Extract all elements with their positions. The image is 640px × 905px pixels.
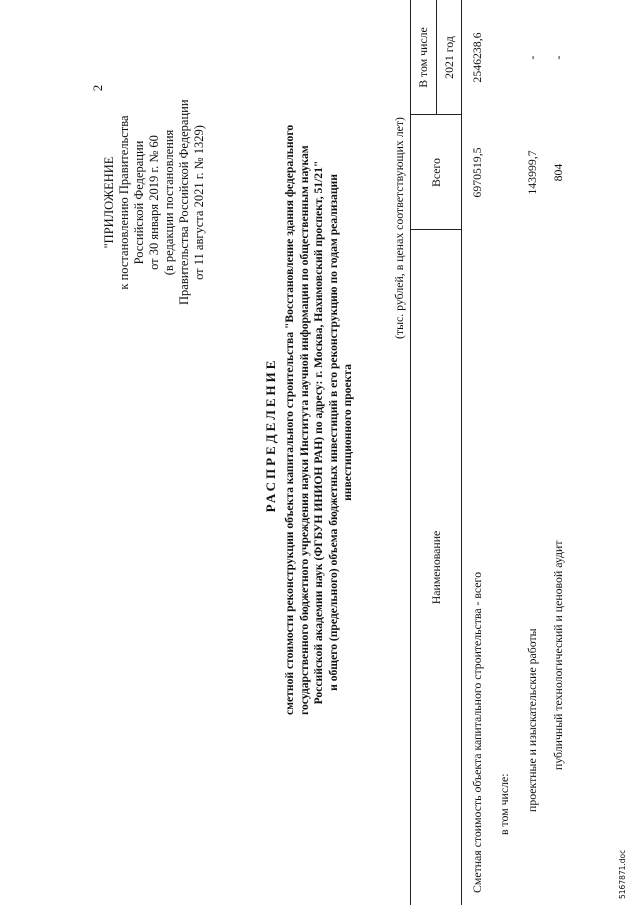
header-name: Наименование <box>429 530 443 605</box>
row-year: - <box>525 55 539 60</box>
page-number: 2 <box>90 84 105 92</box>
row-total: 6970519,5 <box>470 147 484 198</box>
row-name: Сметная стоимость объекта капитального строительства - всего <box>470 572 484 893</box>
units-note: (тыс. рублей, в ценах соответствующих лет) <box>392 117 406 339</box>
row-total: 804 <box>551 163 565 182</box>
appendix-line: от 11 августа 2021 г. № 1329) <box>192 125 206 280</box>
appendix-line: Российской Федерации <box>132 140 146 265</box>
header-subdivider <box>436 0 437 115</box>
subtitle-line: и общего (предельного) объема бюджетных инвестиций в его реконструкцию по годам реализации <box>326 174 340 691</box>
appendix-line: "ПРИЛОЖЕНИЕ <box>102 156 116 249</box>
subtitle-line: Российской академии наук (ФГБУН ИНИОН РАН) по адресу: г. Москва, Нахимовский проспект, 51/21" <box>312 160 325 705</box>
header-bottom-border <box>461 0 462 905</box>
subtitle-line: сметной стоимости реконструкции объекта капитального строительства "Восстановление здания федерального <box>283 124 296 715</box>
header-total: Всего <box>429 158 443 187</box>
appendix-line: к постановлению Правительства <box>117 115 131 290</box>
table-top-border <box>410 0 411 905</box>
row-year: - <box>551 55 565 60</box>
header-year: 2021 год <box>442 36 456 79</box>
document-id: 5167871.doc <box>618 849 627 899</box>
appendix-line: от 30 января 2019 г. № 60 <box>147 135 161 270</box>
row-name: в том числе: <box>497 773 511 835</box>
row-name: публичный технологический и ценовой аудит <box>551 540 565 770</box>
document-subtitle <box>283 124 356 715</box>
appendix-line: (в редакции постановления <box>162 129 176 276</box>
header-including: В том числе <box>416 27 430 88</box>
row-year: 2546238,6 <box>470 32 484 83</box>
appendix-line: Правительства Российской Федерации <box>177 99 191 305</box>
document-title: РАСПРЕДЕЛЕНИЕ <box>263 357 278 513</box>
subtitle-line: инвестиционного проекта <box>341 364 354 501</box>
appendix-block <box>102 100 207 305</box>
distribution-table <box>410 0 610 905</box>
subtitle-line: государственного бюджетного учреждения науки Института научной информации по общественным наукам <box>297 145 311 715</box>
row-name: проектные и изыскательские работы <box>525 628 539 812</box>
row-total: 143999,7 <box>525 150 539 195</box>
